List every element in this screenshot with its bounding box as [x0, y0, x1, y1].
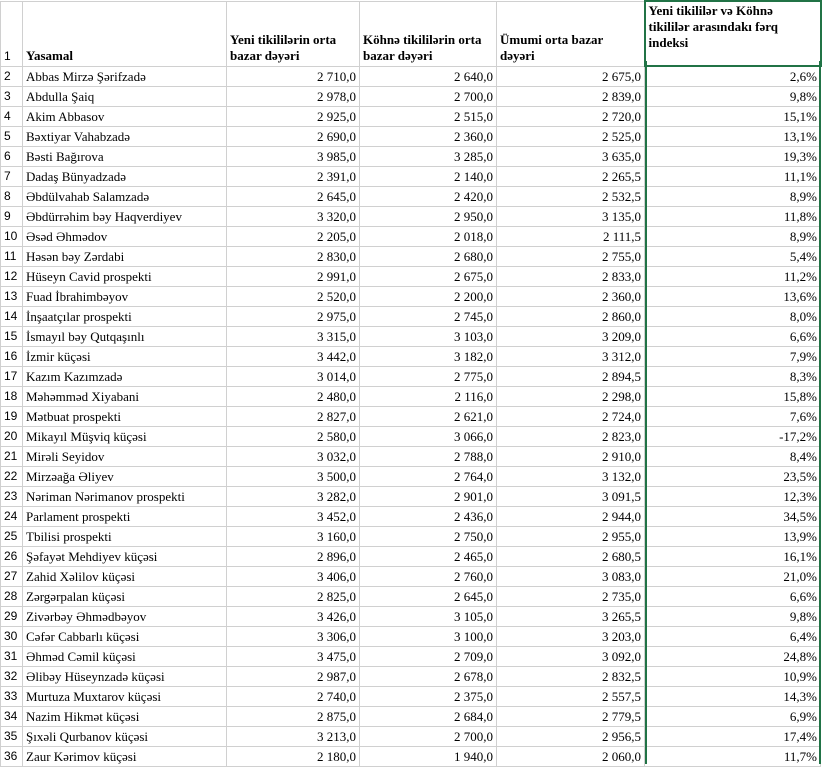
table-row: [1, 567, 821, 587]
cell-diff-index[interactable]: 14,3%: [645, 687, 821, 707]
row-number[interactable]: 32: [1, 667, 23, 687]
cell-new-value[interactable]: 3 500,0: [227, 467, 360, 487]
cell-total-value[interactable]: 2 910,0: [497, 447, 645, 467]
cell-total-value[interactable]: 2 860,0: [497, 307, 645, 327]
cell-street-name[interactable]: Mətbuat prospekti: [23, 407, 227, 427]
row-number[interactable]: 9: [1, 207, 23, 227]
row-number[interactable]: 34: [1, 707, 23, 727]
row-number[interactable]: 4: [1, 107, 23, 127]
cell-total-value[interactable]: 2 755,0: [497, 247, 645, 267]
table-row: [1, 267, 821, 287]
cell-total-value[interactable]: 2 720,0: [497, 107, 645, 127]
cell-total-value[interactable]: 3 312,0: [497, 347, 645, 367]
cell-new-value[interactable]: 2 896,0: [227, 547, 360, 567]
cell-new-value[interactable]: 3 452,0: [227, 507, 360, 527]
table-row: [1, 327, 821, 347]
table-row: [1, 127, 821, 147]
cell-street-name[interactable]: Abbas Mirzə Şərifzadə: [23, 66, 227, 87]
cell-new-value[interactable]: 2 925,0: [227, 107, 360, 127]
table-row: [1, 647, 821, 667]
cell-new-value[interactable]: 3 315,0: [227, 327, 360, 347]
cell-diff-index[interactable]: 6,6%: [645, 327, 821, 347]
cell-new-value[interactable]: 2 975,0: [227, 307, 360, 327]
cell-total-value[interactable]: 2 956,5: [497, 727, 645, 747]
cell-street-name[interactable]: İsmayıl bəy Qutqaşınlı: [23, 327, 227, 347]
cell-new-value[interactable]: 3 320,0: [227, 207, 360, 227]
row-number[interactable]: 36: [1, 747, 23, 767]
cell-diff-index[interactable]: 12,3%: [645, 487, 821, 507]
cell-diff-index[interactable]: 17,4%: [645, 727, 821, 747]
row-number[interactable]: 1: [1, 1, 23, 66]
cell-old-value[interactable]: 2 750,0: [360, 527, 497, 547]
cell-old-value[interactable]: 2 901,0: [360, 487, 497, 507]
cell-new-value[interactable]: 2 978,0: [227, 87, 360, 107]
cell-new-value[interactable]: 3 014,0: [227, 367, 360, 387]
cell-diff-index[interactable]: 11,8%: [645, 207, 821, 227]
cell-total-value[interactable]: 2 557,5: [497, 687, 645, 707]
cell-old-value[interactable]: 2 640,0: [360, 66, 497, 87]
row-number[interactable]: 15: [1, 327, 23, 347]
cell-old-value[interactable]: 1 940,0: [360, 747, 497, 767]
cell-total-value[interactable]: 2 724,0: [497, 407, 645, 427]
cell-street-name[interactable]: Fuad İbrahimbəyov: [23, 287, 227, 307]
cell-old-value[interactable]: 2 775,0: [360, 367, 497, 387]
cell-total-value[interactable]: 3 209,0: [497, 327, 645, 347]
cell-street-name[interactable]: Kazım Kazımzadə: [23, 367, 227, 387]
cell-new-value[interactable]: 2 520,0: [227, 287, 360, 307]
cell-new-value[interactable]: 2 825,0: [227, 587, 360, 607]
cell-old-value[interactable]: 2 788,0: [360, 447, 497, 467]
table-row: [1, 667, 821, 687]
row-number[interactable]: 12: [1, 267, 23, 287]
selection-border-left: [645, 61, 647, 764]
table-row: [1, 407, 821, 427]
cell-old-value[interactable]: 2 420,0: [360, 187, 497, 207]
cell-old-value[interactable]: 3 105,0: [360, 607, 497, 627]
cell-total-value[interactable]: 3 091,5: [497, 487, 645, 507]
row-number[interactable]: 30: [1, 627, 23, 647]
table-row: [1, 427, 821, 447]
cell-street-name[interactable]: Hüseyn Cavid prospekti: [23, 267, 227, 287]
cell-old-value[interactable]: 2 116,0: [360, 387, 497, 407]
cell-diff-index[interactable]: 7,9%: [645, 347, 821, 367]
cell-street-name[interactable]: Əbdürrəhim bəy Haqverdiyev: [23, 207, 227, 227]
cell-new-value[interactable]: 2 180,0: [227, 747, 360, 767]
cell-total-value[interactable]: 2 265,5: [497, 167, 645, 187]
cell-street-name[interactable]: Murtuza Muxtarov küçəsi: [23, 687, 227, 707]
cell-total-value[interactable]: 2 955,0: [497, 527, 645, 547]
cell-diff-index[interactable]: 13,9%: [645, 527, 821, 547]
cell-street-name[interactable]: İnşaatçılar prospekti: [23, 307, 227, 327]
cell-old-value[interactable]: 2 465,0: [360, 547, 497, 567]
table-row: [1, 527, 821, 547]
cell-new-value[interactable]: 2 987,0: [227, 667, 360, 687]
cell-diff-index[interactable]: 16,1%: [645, 547, 821, 567]
row-number[interactable]: 2: [1, 66, 23, 87]
cell-street-name[interactable]: Bəsti Bağırova: [23, 147, 227, 167]
cell-diff-index[interactable]: 9,8%: [645, 607, 821, 627]
cell-new-value[interactable]: 3 306,0: [227, 627, 360, 647]
cell-total-value[interactable]: 3 265,5: [497, 607, 645, 627]
cell-street-name[interactable]: Akim Abbasov: [23, 107, 227, 127]
cell-diff-index[interactable]: 19,3%: [645, 147, 821, 167]
cell-street-name[interactable]: Şəfayət Mehdiyev küçəsi: [23, 547, 227, 567]
cell-total-value[interactable]: 2 833,0: [497, 267, 645, 287]
cell-total-value[interactable]: 3 135,0: [497, 207, 645, 227]
cell-diff-index[interactable]: 34,5%: [645, 507, 821, 527]
cell-old-value[interactable]: 2 645,0: [360, 587, 497, 607]
row-number[interactable]: 7: [1, 167, 23, 187]
cell-old-value[interactable]: 2 140,0: [360, 167, 497, 187]
table-row: [1, 587, 821, 607]
row-number[interactable]: 20: [1, 427, 23, 447]
cell-total-value[interactable]: 2 823,0: [497, 427, 645, 447]
cell-total-value[interactable]: 2 839,0: [497, 87, 645, 107]
selection-border-right: [819, 61, 821, 764]
header-cell-old-buildings[interactable]: Köhnə tikililərin orta bazar dəyəri: [360, 1, 497, 66]
cell-street-name[interactable]: Zaur Kərimov küçəsi: [23, 747, 227, 767]
cell-street-name[interactable]: İzmir küçəsi: [23, 347, 227, 367]
cell-diff-index[interactable]: 13,1%: [645, 127, 821, 147]
row-number[interactable]: 18: [1, 387, 23, 407]
cell-total-value[interactable]: 2 111,5: [497, 227, 645, 247]
cell-old-value[interactable]: 2 200,0: [360, 287, 497, 307]
row-number[interactable]: 17: [1, 367, 23, 387]
cell-diff-index[interactable]: 11,2%: [645, 267, 821, 287]
cell-street-name[interactable]: Zivərbəy Əhmədbəyov: [23, 607, 227, 627]
row-number[interactable]: 19: [1, 407, 23, 427]
table-row: [1, 207, 821, 227]
row-number[interactable]: 28: [1, 587, 23, 607]
cell-old-value[interactable]: 3 182,0: [360, 347, 497, 367]
cell-diff-index[interactable]: 6,4%: [645, 627, 821, 647]
cell-diff-index[interactable]: 8,9%: [645, 187, 821, 207]
cell-new-value[interactable]: 2 391,0: [227, 167, 360, 187]
row-number[interactable]: 35: [1, 727, 23, 747]
table-row: [1, 347, 821, 367]
cell-new-value[interactable]: 2 690,0: [227, 127, 360, 147]
cell-street-name[interactable]: Əsəd Əhmədov: [23, 227, 227, 247]
cell-total-value[interactable]: 2 532,5: [497, 187, 645, 207]
row-number[interactable]: 25: [1, 527, 23, 547]
cell-new-value[interactable]: 2 645,0: [227, 187, 360, 207]
cell-diff-index[interactable]: 21,0%: [645, 567, 821, 587]
cell-total-value[interactable]: 2 832,5: [497, 667, 645, 687]
cell-new-value[interactable]: 3 160,0: [227, 527, 360, 547]
cell-diff-index[interactable]: 7,6%: [645, 407, 821, 427]
table-row: [1, 547, 821, 567]
table-row: [1, 167, 821, 187]
cell-street-name[interactable]: Mirzəağa Əliyev: [23, 467, 227, 487]
cell-old-value[interactable]: 2 375,0: [360, 687, 497, 707]
table-row: [1, 66, 821, 87]
row-number[interactable]: 16: [1, 347, 23, 367]
table-row: [1, 287, 821, 307]
cell-diff-index[interactable]: 2,6%: [645, 66, 821, 87]
cell-new-value[interactable]: 3 282,0: [227, 487, 360, 507]
row-number[interactable]: 14: [1, 307, 23, 327]
cell-total-value[interactable]: 2 735,0: [497, 587, 645, 607]
cell-new-value[interactable]: 2 991,0: [227, 267, 360, 287]
cell-new-value[interactable]: 2 830,0: [227, 247, 360, 267]
cell-old-value[interactable]: 2 360,0: [360, 127, 497, 147]
header-cell-difference-index[interactable]: Yeni tikililər və Köhnə tikililər arasındakı fərq indeksi: [645, 1, 821, 66]
cell-old-value[interactable]: 2 745,0: [360, 307, 497, 327]
cell-total-value[interactable]: 3 092,0: [497, 647, 645, 667]
cell-street-name[interactable]: Məhəmməd Xiyabani: [23, 387, 227, 407]
cell-old-value[interactable]: 2 621,0: [360, 407, 497, 427]
row-number[interactable]: 8: [1, 187, 23, 207]
cell-street-name[interactable]: Nazim Hikmət küçəsi: [23, 707, 227, 727]
cell-new-value[interactable]: 2 580,0: [227, 427, 360, 447]
row-number[interactable]: 33: [1, 687, 23, 707]
row-number[interactable]: 31: [1, 647, 23, 667]
cell-old-value[interactable]: 2 700,0: [360, 87, 497, 107]
cell-diff-index[interactable]: 8,4%: [645, 447, 821, 467]
table-row: [1, 447, 821, 467]
cell-total-value[interactable]: 2 675,0: [497, 66, 645, 87]
cell-old-value[interactable]: 2 760,0: [360, 567, 497, 587]
cell-old-value[interactable]: 2 684,0: [360, 707, 497, 727]
cell-diff-index[interactable]: 8,9%: [645, 227, 821, 247]
cell-total-value[interactable]: 2 525,0: [497, 127, 645, 147]
cell-street-name[interactable]: Şıxəli Qurbanov küçəsi: [23, 727, 227, 747]
table-row: [1, 707, 821, 727]
header-row: [1, 1, 821, 66]
table-row: [1, 107, 821, 127]
table-row: [1, 467, 821, 487]
cell-street-name[interactable]: Həsən bəy Zərdabi: [23, 247, 227, 267]
cell-total-value[interactable]: 3 635,0: [497, 147, 645, 167]
cell-diff-index[interactable]: 15,8%: [645, 387, 821, 407]
cell-old-value[interactable]: 2 700,0: [360, 727, 497, 747]
cell-total-value[interactable]: 3 203,0: [497, 627, 645, 647]
cell-total-value[interactable]: 2 894,5: [497, 367, 645, 387]
cell-old-value[interactable]: 2 950,0: [360, 207, 497, 227]
cell-diff-index[interactable]: 8,3%: [645, 367, 821, 387]
cell-total-value[interactable]: 2 779,5: [497, 707, 645, 727]
header-cell-yasamal[interactable]: Yasamal: [23, 1, 227, 66]
cell-new-value[interactable]: 3 032,0: [227, 447, 360, 467]
cell-old-value[interactable]: 2 709,0: [360, 647, 497, 667]
cell-street-name[interactable]: Mikayıl Müşviq küçəsi: [23, 427, 227, 447]
cell-total-value[interactable]: 3 132,0: [497, 467, 645, 487]
cell-new-value[interactable]: 3 213,0: [227, 727, 360, 747]
table-row: [1, 247, 821, 267]
table-row: [1, 187, 821, 207]
cell-old-value[interactable]: 3 100,0: [360, 627, 497, 647]
cell-old-value[interactable]: 2 680,0: [360, 247, 497, 267]
cell-diff-index[interactable]: 15,1%: [645, 107, 821, 127]
row-number[interactable]: 24: [1, 507, 23, 527]
cell-old-value[interactable]: 2 675,0: [360, 267, 497, 287]
cell-street-name[interactable]: Əbdülvahab Salamzadə: [23, 187, 227, 207]
cell-new-value[interactable]: 3 406,0: [227, 567, 360, 587]
cell-diff-index[interactable]: 9,8%: [645, 87, 821, 107]
row-number[interactable]: 22: [1, 467, 23, 487]
cell-new-value[interactable]: 3 475,0: [227, 647, 360, 667]
table-row: [1, 387, 821, 407]
row-number[interactable]: 26: [1, 547, 23, 567]
cell-old-value[interactable]: 2 678,0: [360, 667, 497, 687]
table-row: [1, 507, 821, 527]
table-row: [1, 627, 821, 647]
cell-street-name[interactable]: Əhməd Cəmil küçəsi: [23, 647, 227, 667]
row-number[interactable]: 13: [1, 287, 23, 307]
header-cell-total-average[interactable]: Ümumi orta bazar dəyəri: [497, 1, 645, 66]
row-number[interactable]: 23: [1, 487, 23, 507]
table-row: [1, 227, 821, 247]
cell-new-value[interactable]: 2 875,0: [227, 707, 360, 727]
cell-old-value[interactable]: 3 103,0: [360, 327, 497, 347]
table-row: [1, 367, 821, 387]
table-row: [1, 727, 821, 747]
table-body: [1, 1, 821, 767]
table-row: [1, 687, 821, 707]
cell-diff-index[interactable]: 6,9%: [645, 707, 821, 727]
cell-new-value[interactable]: 2 205,0: [227, 227, 360, 247]
cell-diff-index[interactable]: 24,8%: [645, 647, 821, 667]
row-number[interactable]: 6: [1, 147, 23, 167]
row-number[interactable]: 10: [1, 227, 23, 247]
cell-street-name[interactable]: Əlibəy Hüseynzadə küçəsi: [23, 667, 227, 687]
cell-new-value[interactable]: 2 740,0: [227, 687, 360, 707]
cell-street-name[interactable]: Dadaş Bünyadzadə: [23, 167, 227, 187]
cell-total-value[interactable]: 2 680,5: [497, 547, 645, 567]
cell-diff-index[interactable]: 13,6%: [645, 287, 821, 307]
cell-new-value[interactable]: 2 710,0: [227, 66, 360, 87]
cell-street-name[interactable]: Zahid Xəlilov küçəsi: [23, 567, 227, 587]
table-row: [1, 147, 821, 167]
cell-old-value[interactable]: 2 764,0: [360, 467, 497, 487]
cell-total-value[interactable]: 2 944,0: [497, 507, 645, 527]
cell-diff-index[interactable]: 5,4%: [645, 247, 821, 267]
table-row: [1, 87, 821, 107]
row-number[interactable]: 11: [1, 247, 23, 267]
cell-diff-index[interactable]: 6,6%: [645, 587, 821, 607]
cell-old-value[interactable]: 2 515,0: [360, 107, 497, 127]
cell-diff-index[interactable]: 11,1%: [645, 167, 821, 187]
cell-street-name[interactable]: Zərgərpalan küçəsi: [23, 587, 227, 607]
cell-street-name[interactable]: Cəfər Cabbarlı küçəsi: [23, 627, 227, 647]
cell-old-value[interactable]: 2 018,0: [360, 227, 497, 247]
cell-diff-index[interactable]: 8,0%: [645, 307, 821, 327]
header-cell-new-buildings[interactable]: Yeni tikililərin orta bazar dəyəri: [227, 1, 360, 66]
cell-new-value[interactable]: 3 442,0: [227, 347, 360, 367]
cell-street-name[interactable]: Nəriman Nərimanov prospekti: [23, 487, 227, 507]
row-number[interactable]: 5: [1, 127, 23, 147]
cell-new-value[interactable]: 3 426,0: [227, 607, 360, 627]
cell-new-value[interactable]: 2 480,0: [227, 387, 360, 407]
row-number[interactable]: 21: [1, 447, 23, 467]
cell-old-value[interactable]: 3 066,0: [360, 427, 497, 447]
cell-total-value[interactable]: 3 083,0: [497, 567, 645, 587]
row-number[interactable]: 27: [1, 567, 23, 587]
cell-total-value[interactable]: 2 360,0: [497, 287, 645, 307]
cell-new-value[interactable]: 3 985,0: [227, 147, 360, 167]
row-number[interactable]: 3: [1, 87, 23, 107]
cell-street-name[interactable]: Parlament prospekti: [23, 507, 227, 527]
cell-total-value[interactable]: 2 060,0: [497, 747, 645, 767]
table-row: [1, 307, 821, 327]
cell-street-name[interactable]: Abdulla Şaiq: [23, 87, 227, 107]
cell-old-value[interactable]: 2 436,0: [360, 507, 497, 527]
cell-diff-index[interactable]: 11,7%: [645, 747, 821, 767]
table-row: [1, 607, 821, 627]
cell-diff-index[interactable]: 23,5%: [645, 467, 821, 487]
cell-total-value[interactable]: 2 298,0: [497, 387, 645, 407]
cell-diff-index[interactable]: 10,9%: [645, 667, 821, 687]
row-number[interactable]: 29: [1, 607, 23, 627]
cell-old-value[interactable]: 3 285,0: [360, 147, 497, 167]
cell-new-value[interactable]: 2 827,0: [227, 407, 360, 427]
cell-street-name[interactable]: Mirəli Seyidov: [23, 447, 227, 467]
table-row: [1, 487, 821, 507]
cell-street-name[interactable]: Tbilisi prospekti: [23, 527, 227, 547]
cell-diff-index[interactable]: -17,2%: [645, 427, 821, 447]
cell-street-name[interactable]: Bəxtiyar Vahabzadə: [23, 127, 227, 147]
